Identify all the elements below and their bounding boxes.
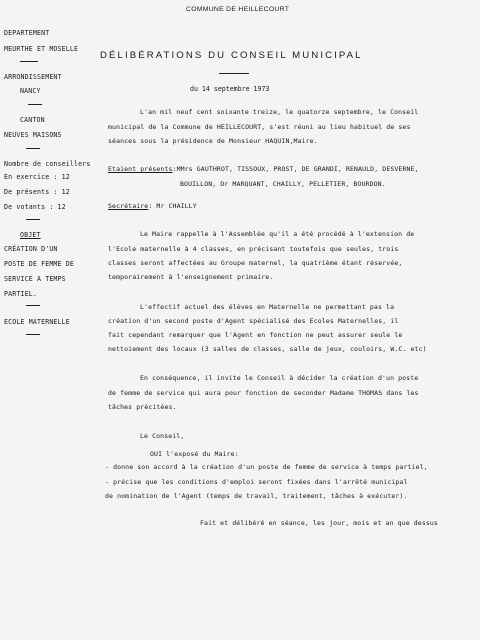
title-divider: [219, 73, 249, 74]
sidebar-divider: [20, 61, 38, 62]
en-exercice-count: En exercice : 12: [4, 173, 70, 181]
intro-line: L'an mil neuf cent soixante treize, le quatorze septembre, le Conseil: [140, 108, 419, 116]
decision-line: - donne son accord à la création d'un poste de femme de service à temps partiel,: [105, 463, 428, 471]
paragraph-line: temporairement à l'enseignement primaire.: [108, 273, 274, 281]
secretaire-name: : Mr CHAILLY: [148, 202, 197, 210]
presents-row: [108, 165, 419, 173]
objet-line: CRÉATION D'UN: [4, 245, 58, 253]
paragraph-line: création d'un second poste d'Agent spécialisé des Ecoles Maternelles, il: [108, 317, 399, 325]
decision-line: - précise que les conditions d'emploi seront fixées dans l'arrêté municipal: [105, 478, 408, 486]
intro-line: municipal de la Commune de HEILLECOURT, s'est réuni au lieu habituel de ses: [108, 123, 411, 131]
objet-line: POSTE DE FEMME DE: [4, 260, 75, 268]
le-conseil: Le Conseil,: [140, 432, 185, 440]
canton-value: NEUVES MAISONS: [4, 131, 62, 139]
ecole-maternelle: ECOLE MATERNELLE: [4, 318, 70, 326]
paragraph-line: l'Ecole maternelle à 4 classes, en précisant toutefois que seules, trois: [108, 245, 399, 253]
sidebar-divider: [28, 104, 42, 105]
session-date: du 14 septembre 1973: [190, 85, 270, 93]
commune-name: COMMUNE DE HEILLECOURT: [186, 6, 290, 13]
secretaire-row: [108, 202, 197, 210]
conseillers-label: Nombre de conseillers: [4, 160, 91, 168]
departement-value: MEURTHE ET MOSELLE: [4, 45, 79, 53]
departement-label: DEPARTEMENT: [4, 29, 50, 37]
sidebar-divider: [26, 219, 40, 220]
closing-statement: Fait et délibéré en séance, les jour, mois et an que dessus: [200, 519, 438, 527]
paragraph-line: nettoiement des locaux (3 salles de classes, salle de jeux, couloirs, W.C. etc): [108, 345, 427, 353]
arrondissement-label: ARRONDISSEMENT: [4, 73, 62, 81]
votants-count: De votants : 12: [4, 203, 66, 211]
arrondissement-value: NANCY: [20, 87, 41, 95]
sidebar-divider: [26, 148, 40, 149]
paragraph-line: L'effectif actuel des élèves en Maternelle ne permettant pas la: [140, 303, 395, 311]
paragraph-line: En conséquence, il invite le Conseil à décider la création d'un poste: [140, 374, 419, 382]
paragraph-line: fait cependant remarquer que l'Agent en fonction ne peut assurer seule le: [108, 331, 403, 339]
paragraph-line: Le Maire rappelle à l'Assemblée qu'il a été procédé à l'extension de: [140, 230, 415, 238]
secretaire-label: Secrétaire: [108, 202, 149, 210]
paragraph-line: tâches précitées.: [108, 403, 177, 411]
sidebar-divider: [26, 334, 40, 335]
presents-count: De présents : 12: [4, 188, 70, 196]
canton-label: CANTON: [20, 116, 45, 124]
oui-expose: OUI l'exposé du Maire:: [150, 450, 239, 458]
objet-line: PARTIEL.: [4, 290, 37, 298]
decision-line: de nomination de l'Agent (temps de travail, traitement, tâches à exécuter).: [105, 492, 408, 500]
document-title: DÉLIBÉRATIONS DU CONSEIL MUNICIPAL: [100, 50, 363, 61]
objet-label: OBJET: [20, 231, 41, 239]
sidebar-divider: [26, 305, 40, 306]
objet-line: SERVICE A TEMPS: [4, 275, 66, 283]
paragraph-line: de femme de service qui aura pour fonction de seconder Madame THOMAS dans les: [108, 389, 419, 397]
intro-line: séances sous la présidence de Monsieur HAQUIN,Maire.: [108, 137, 318, 145]
presents-label: Etaient présents: [108, 165, 173, 173]
presents-names: :MMrs GAUTHROT, TISSOUX, PROST, DE GRANDI, RENAULD, DESVERNE,: [172, 165, 419, 173]
presents-names-cont: BOUILLON, Dr MARQUANT, CHAILLY, PELLETIER, BOURDON.: [180, 180, 386, 188]
paragraph-line: classes seront affectées au Groupe maternel, la quatrième étant réservée,: [108, 259, 403, 267]
